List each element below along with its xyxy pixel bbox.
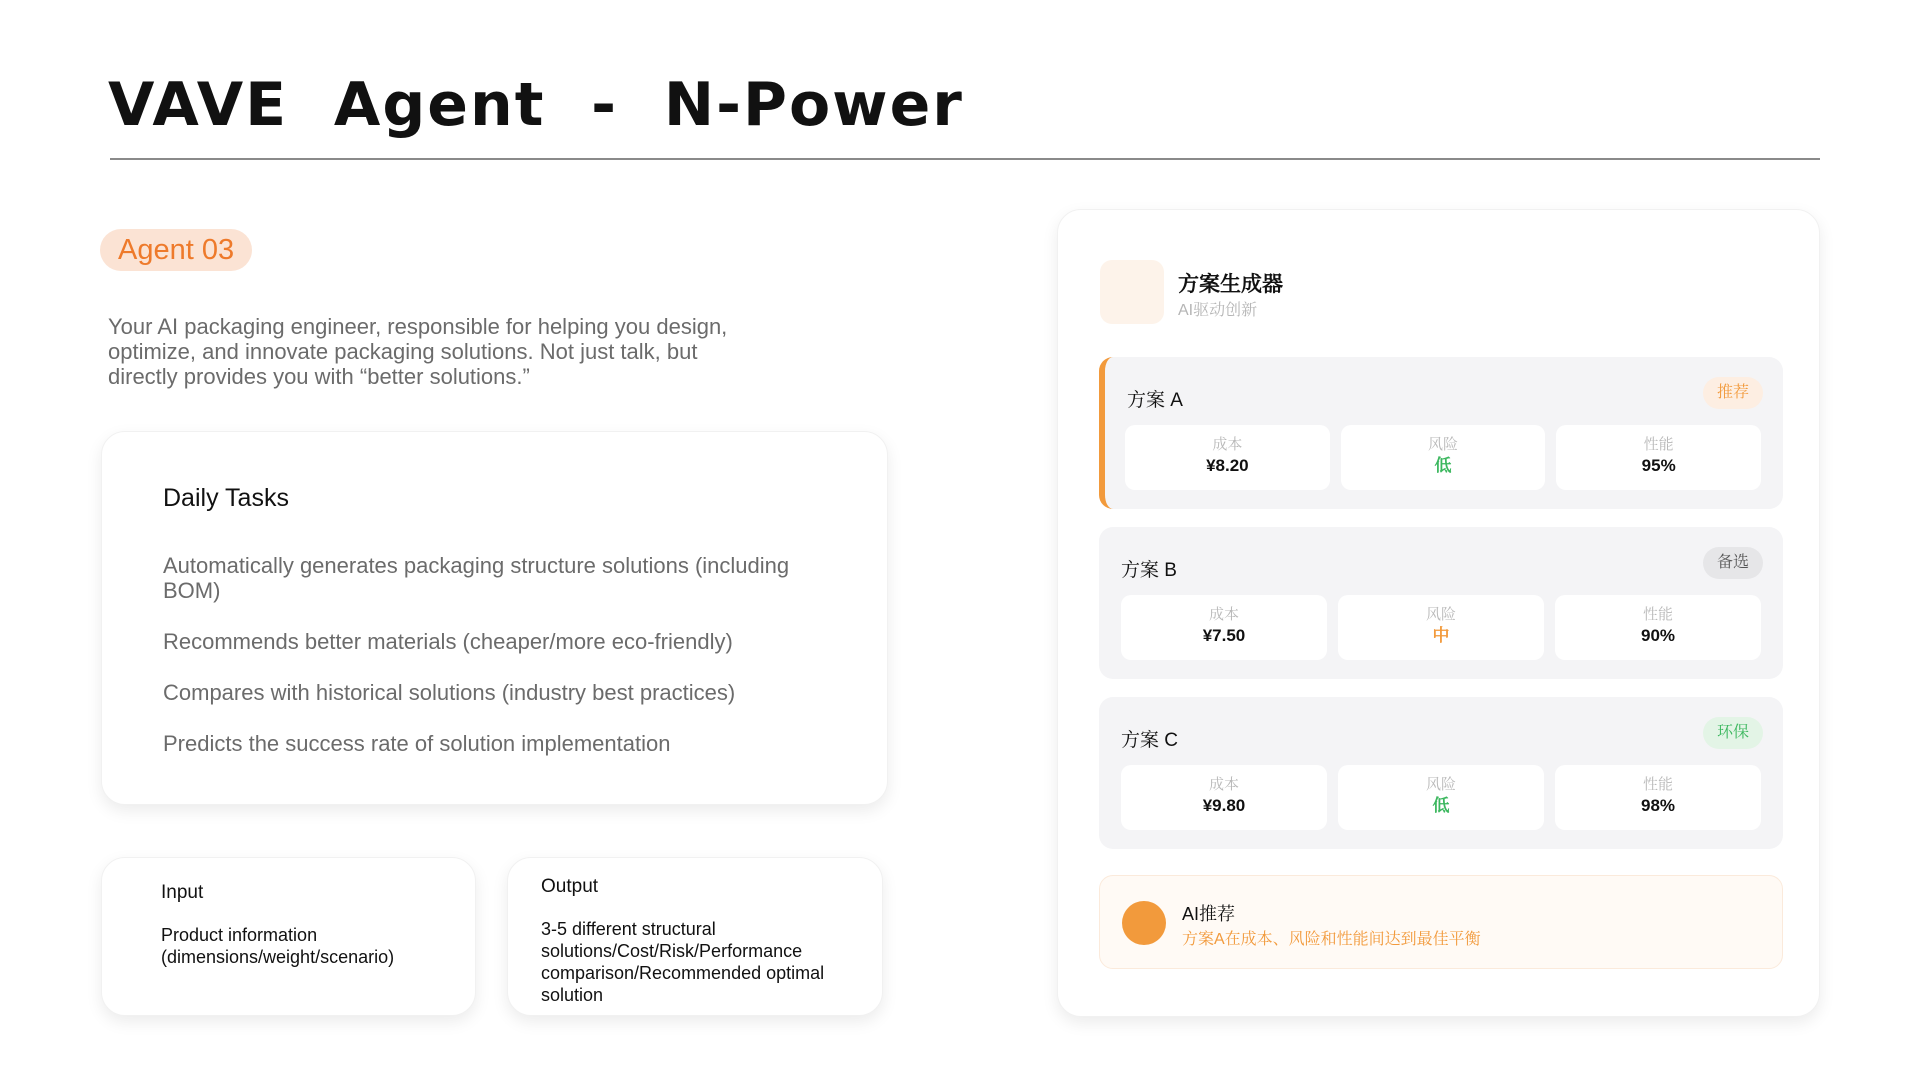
metric-value: 中	[1432, 626, 1450, 645]
metric-cost	[1121, 595, 1327, 660]
input-card	[101, 857, 476, 1016]
output-text: 3-5 different structural solutions/Cost/Risk/Performance comparison/Recommended optimal solution	[541, 919, 825, 1005]
option-tag: 环保	[1703, 717, 1763, 749]
solution-generator-panel	[1057, 209, 1820, 1017]
metric-label: 性能	[1642, 776, 1673, 793]
output-label: Output	[541, 876, 599, 897]
metric-value: ¥9.80	[1202, 796, 1246, 815]
option-card-c[interactable]	[1099, 697, 1783, 849]
daily-tasks-card	[101, 431, 888, 805]
metric-performance	[1555, 595, 1761, 660]
task-item: Compares with historical solutions (industry best practices)	[163, 680, 736, 705]
metric-value: ¥7.50	[1202, 626, 1246, 645]
metric-value: 低	[1434, 456, 1452, 475]
option-card-a[interactable]	[1099, 357, 1783, 509]
page-title: VAVE Agent - N-Power	[108, 70, 964, 140]
option-tag: 备选	[1703, 547, 1763, 579]
option-card-b[interactable]	[1099, 527, 1783, 679]
output-card	[507, 857, 883, 1016]
agent-intro: Your AI packaging engineer, responsible for helping you design, optimize, and innovate packaging solutions. Not just talk, but directly provides you with “better solutions.”	[108, 314, 728, 389]
metric-performance	[1556, 425, 1761, 490]
metric-label: 性能	[1643, 436, 1674, 453]
option-name: 方案 C	[1121, 730, 1179, 751]
ai-recommendation	[1099, 875, 1783, 969]
metric-value: 95%	[1641, 456, 1676, 475]
metric-cost	[1121, 765, 1327, 830]
metric-performance	[1555, 765, 1761, 830]
panel-title: 方案生成器	[1178, 273, 1283, 296]
option-metrics	[1121, 595, 1761, 660]
metric-label: 风险	[1428, 436, 1459, 453]
ai-status-dot-icon	[1122, 901, 1166, 945]
agent-badge: Agent 03	[100, 229, 252, 271]
metric-risk	[1341, 425, 1546, 490]
option-metrics	[1121, 765, 1761, 830]
option-name: 方案 B	[1121, 560, 1177, 581]
metric-value: 90%	[1640, 626, 1676, 645]
metric-value: 98%	[1640, 796, 1676, 815]
generator-icon	[1100, 260, 1164, 324]
panel-subtitle: AI驱动创新	[1178, 302, 1258, 319]
metric-label: 性能	[1642, 606, 1673, 623]
metric-risk	[1338, 595, 1544, 660]
metric-label: 成本	[1208, 776, 1239, 793]
option-metrics	[1125, 425, 1761, 490]
input-label: Input	[161, 882, 204, 903]
metric-cost	[1125, 425, 1330, 490]
option-name: 方案 A	[1127, 390, 1183, 411]
title-divider	[110, 158, 1820, 160]
metric-value: ¥8.20	[1206, 456, 1249, 475]
task-item: Predicts the success rate of solution implementation	[163, 731, 671, 756]
ai-recommendation-desc: 方案A在成本、风险和性能间达到最佳平衡	[1182, 931, 1481, 948]
metric-label: 风险	[1425, 776, 1456, 793]
option-tag: 推荐	[1703, 377, 1763, 409]
metric-label: 成本	[1208, 606, 1239, 623]
metric-label: 风险	[1425, 606, 1456, 623]
metric-risk	[1338, 765, 1544, 830]
task-item: Recommends better materials (cheaper/more eco-friendly)	[163, 629, 733, 654]
daily-tasks-title: Daily Tasks	[163, 484, 289, 512]
ai-recommendation-title: AI推荐	[1182, 904, 1236, 924]
metric-label: 成本	[1212, 436, 1243, 453]
task-item: Automatically generates packaging structure solutions (including BOM)	[163, 553, 790, 603]
input-text: Product information (dimensions/weight/scenario)	[161, 925, 395, 967]
metric-value: 低	[1432, 796, 1450, 815]
